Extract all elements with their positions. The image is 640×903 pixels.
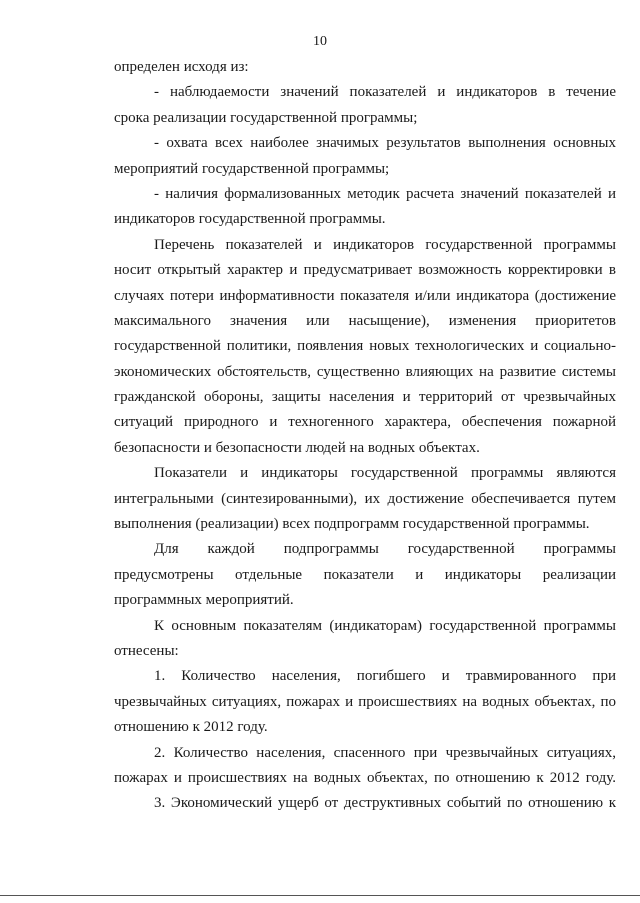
paragraph-first-line: Для каждой подпрограммы государственной программы — [154, 541, 616, 558]
text-line: интегральными (синтезированными), их достижение обеспечивается путем — [114, 490, 616, 507]
text-line: безопасности и безопасности людей на водных объектах. — [114, 439, 480, 456]
paragraph-first-line: Показатели и индикаторы государственной программы являются — [154, 465, 616, 482]
bullet-item: - охвата всех наиболее значимых результатов выполнения основных — [154, 135, 616, 152]
list-item-2: 2. Количество населения, спасенного при чрезвычайных ситуациях, — [154, 744, 616, 761]
text-line: программных мероприятий. — [114, 592, 294, 609]
list-item-3: 3. Экономический ущерб от деструктивных событий по отношению к — [154, 795, 616, 812]
text-line: гражданской обороны, защиты населения и территорий от чрезвычайных — [114, 389, 616, 406]
text-line: отношению к 2012 году. — [114, 719, 268, 736]
text-line: случаях потери информативности показателя и/или индикатора (достижение — [114, 287, 616, 304]
document-body — [114, 55, 616, 817]
text-line: выполнения (реализации) всех подпрограмм государственной программы. — [114, 516, 590, 533]
bullet-item: - наличия формализованных методик расчета значений показателей и — [154, 185, 616, 202]
bullet-item: - наблюдаемости значений показателей и индикаторов в течение — [154, 84, 616, 101]
paragraph-first-line: Перечень показателей и индикаторов государственной программы — [154, 236, 616, 253]
list-item-1: 1. Количество населения, погибшего и травмированного при — [154, 668, 616, 685]
page-number: 10 — [313, 34, 327, 49]
text-line: отнесены: — [114, 642, 179, 659]
text-line: срока реализации государственной программы; — [114, 109, 418, 126]
text-line: предусмотрены отдельные показатели и индикаторы реализации — [114, 566, 616, 583]
text-line: мероприятий государственной программы; — [114, 160, 390, 177]
text-line: носит открытый характер и предусматривает возможность корректировки в — [114, 262, 616, 279]
page-bottom-rule — [0, 895, 640, 896]
text-line: пожарах и происшествиях на водных объектах, по отношению к 2012 году. — [114, 769, 616, 786]
text-line: максимального значения или насыщение), изменения приоритетов — [114, 312, 616, 329]
text-line: чрезвычайных ситуациях, пожарах и происшествиях на водных объектах, по — [114, 693, 616, 710]
text-line: индикаторов государственной программы. — [114, 211, 386, 228]
text-line: ситуаций природного и техногенного характера, обеспечения пожарной — [114, 414, 616, 431]
text-line: определен исходя из: — [114, 59, 249, 75]
text-line: государственной политики, появления новых технологических и социально- — [114, 338, 616, 355]
text-line: экономических обстоятельств, существенно влияющих на развитие системы — [114, 363, 616, 380]
paragraph-first-line: К основным показателям (индикаторам) государственной программы — [154, 617, 616, 634]
